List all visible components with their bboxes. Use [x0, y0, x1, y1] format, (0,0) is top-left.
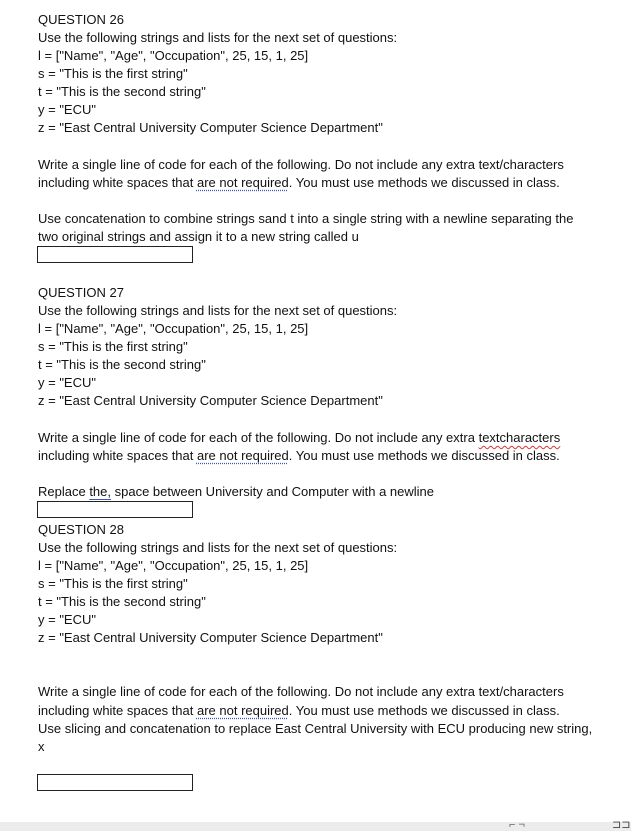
q27-def-y: y = "ECU" — [38, 375, 96, 390]
q28-prompt-line1: Use slicing and concatenation to replace East Central University with ECU producing new string, — [38, 721, 593, 736]
q27-instructions-line1: Write a single line of code for each of the following. Do not include any extra textcharacters — [38, 430, 561, 445]
q26-def-z: z = "East Central University Computer Science Department" — [38, 120, 383, 135]
q28-def-l: l = ["Name", "Age", "Occupation", 25, 15, 1, 25] — [38, 558, 309, 573]
spelling-flag: textcharacters — [478, 430, 561, 445]
q28-instructions-line1: Write a single line of code for each of the following. Do not include any extra text/characters — [38, 684, 564, 699]
q26-def-s: s = "This is the first string" — [38, 66, 188, 81]
page-gap — [0, 822, 631, 831]
q28-intro: Use the following strings and lists for the next set of questions: — [38, 540, 398, 555]
q28-def-y: y = "ECU" — [38, 612, 96, 627]
q26-prompt-line2: two original strings and assign it to a new string called u — [38, 229, 359, 244]
q28-def-z: z = "East Central University Computer Science Department" — [38, 630, 383, 645]
q26-intro: Use the following strings and lists for the next set of questions: — [38, 30, 398, 45]
q28-heading: QUESTION 28 — [38, 522, 124, 537]
q27-def-t: t = "This is the second string" — [38, 357, 206, 372]
q26-instructions-line2: including white spaces that are not required. You must use methods we discussed in class. — [38, 175, 560, 190]
q27-heading: QUESTION 27 — [38, 285, 124, 300]
q28-prompt-line2: x — [38, 739, 45, 754]
grammar-flag: are not required — [196, 703, 289, 718]
q28-answer-input[interactable] — [37, 774, 193, 791]
q28-def-t: t = "This is the second string" — [38, 594, 206, 609]
q27-def-s: s = "This is the first string" — [38, 339, 188, 354]
q26-def-l: l = ["Name", "Age", "Occupation", 25, 15, 1, 25] — [38, 48, 309, 63]
grammar-flag: the, — [89, 484, 111, 499]
q26-answer-input[interactable] — [37, 246, 193, 263]
q27-answer-input[interactable] — [37, 501, 193, 518]
page-corner-mark-icon: ⌐ ¬ — [509, 819, 525, 831]
q27-intro: Use the following strings and lists for the next set of questions: — [38, 303, 398, 318]
q27-instructions-line2: including white spaces that are not required. You must use methods we discussed in class. — [38, 448, 560, 463]
grammar-flag: are not required — [196, 448, 289, 463]
page-corner-icon: ⊐⊐ — [612, 819, 631, 831]
q27-def-z: z = "East Central University Computer Science Department" — [38, 393, 383, 408]
q26-heading: QUESTION 26 — [38, 12, 124, 27]
q26-def-y: y = "ECU" — [38, 102, 96, 117]
q27-def-l: l = ["Name", "Age", "Occupation", 25, 15, 1, 25] — [38, 321, 309, 336]
q26-prompt-line1: Use concatenation to combine strings sand t into a single string with a newline separating the — [38, 211, 574, 226]
q28-def-s: s = "This is the first string" — [38, 576, 188, 591]
grammar-flag: are not required — [196, 175, 289, 190]
q27-prompt: Replace the, space between University and Computer with a newline — [38, 484, 435, 499]
q26-instructions-line1: Write a single line of code for each of the following. Do not include any extra text/characters — [38, 157, 564, 172]
q28-instructions-line2: including white spaces that are not required. You must use methods we discussed in class. — [38, 703, 560, 718]
q26-def-t: t = "This is the second string" — [38, 84, 206, 99]
